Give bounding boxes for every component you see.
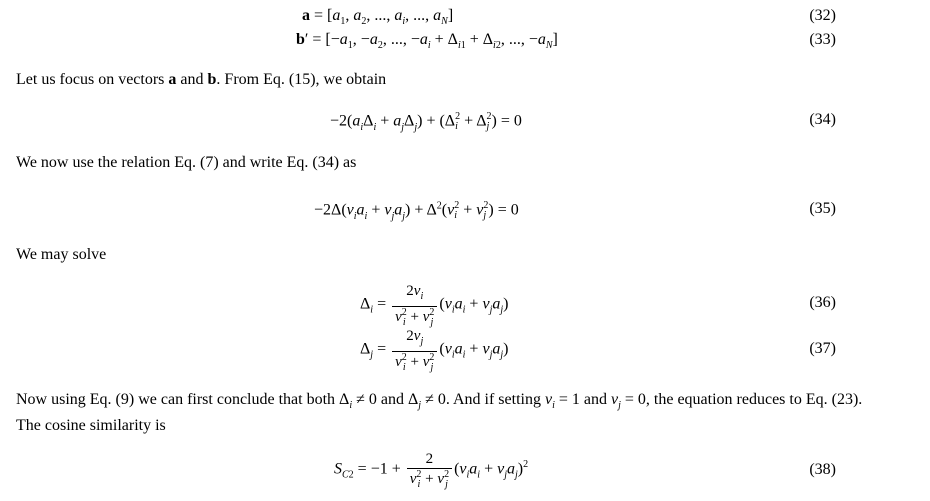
equation-32: $a = [a_1$, $a_2$, ..., $a_i$, ..., $a_N$] <box>302 7 454 28</box>
paragraph-relation: We now use the relation Eq. (7) and write Eq. (34) as <box>16 154 357 171</box>
equation-number-37: (37) <box>809 340 836 357</box>
equation-34: $-2(a_i\Delta_i + a_j\Delta_j) + (\Delta$ 2 i + Δ 2 j ) = 0 <box>330 111 522 133</box>
equation-35: $-2\Delta(v_ia_i + v_ja_j) + \Delta^2(v$ 2 i + v 2 j ) = 0 <box>314 200 519 222</box>
equation-number-32: (32) <box>809 7 836 24</box>
equation-number-35: (35) <box>809 200 836 217</box>
equation-number-33: (33) <box>809 31 836 48</box>
paragraph-solve: We may solve <box>16 246 107 263</box>
equation-36: $\Delta_i$ = $2v_i$ v 2 i + v 2 j $(v_ia_i + v_ja_j)$ <box>360 283 509 328</box>
paragraph-conclusion: Now using Eq. (9) we can first conclude that both $\Delta_i \ne 0$ and $\Delta_j \ne 0$. And if setting $v_i = 1$ and $v_j = 0$, the equation reduces to Eq. (23). The cosine similarity is <box>16 391 863 435</box>
paragraph-focus-vectors: Let us focus on vectors a and b. From Eq. (15), we obtain <box>16 71 387 88</box>
equation-number-38: (38) <box>809 461 836 478</box>
equation-number-34: (34) <box>809 111 836 128</box>
equation-37: $\Delta_j$ = $2v_j$ v 2 i + v 2 j $(v_ia_i + v_ja_j)$ <box>360 328 509 373</box>
equation-33: $b' = [-a_1$, $-a_2$, ..., $-a_i + \Delta_{i1} + \Delta_{i2}$, ..., $-a_N$] <box>296 31 558 52</box>
equation-38: $S_{C2} = -1$ + 2 v 2 i + v 2 j $(v_ia_i + v_ja_j)^2$ <box>334 451 529 490</box>
equation-number-36: (36) <box>809 294 836 311</box>
